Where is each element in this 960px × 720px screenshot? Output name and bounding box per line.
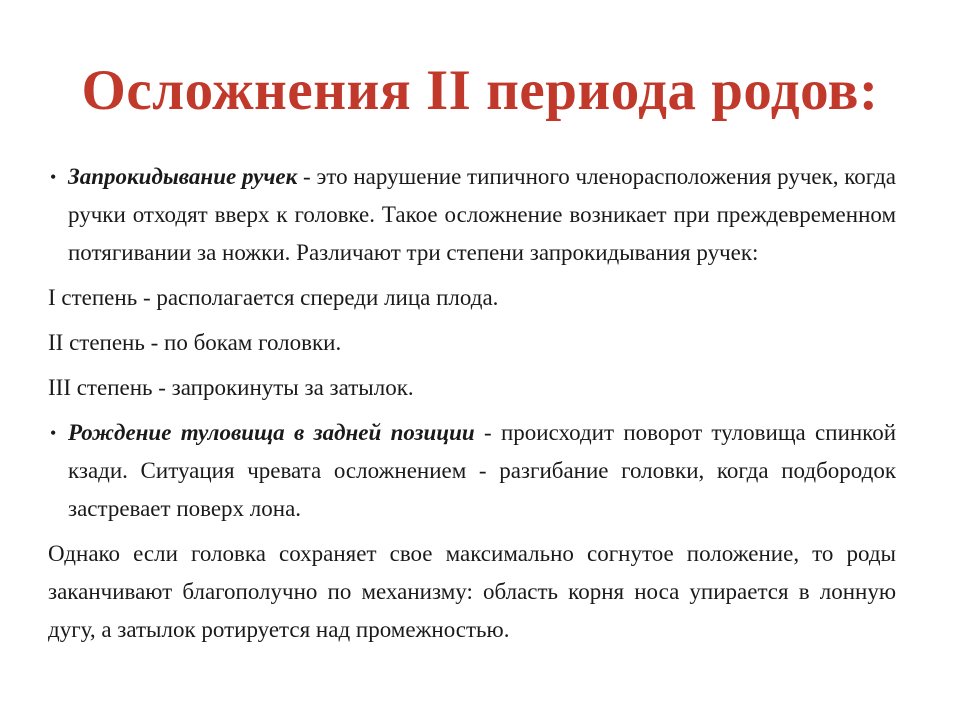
degree-3: III степень - запрокинуты за затылок.: [48, 375, 414, 400]
bullet-text: - это нарушение типичного членорасположения ручек, когда ручки отходят вверх к головке. Такое осложнение возникает при преждевременном потягивании за ножки. Различают три степени запрокидывания ручек:: [68, 164, 896, 265]
closing-paragraph: Однако если головка сохраняет свое максимально согнутое положение, то роды заканчивают благополучно по механизму: область корня носа упирается в лонную дугу, а затылок ротируется над промежностью.: [48, 541, 896, 642]
bullet-term: Запрокидывание ручек: [68, 164, 298, 189]
degree-2: II степень - по бокам головки.: [48, 330, 342, 355]
degree-1: I степень - располагается спереди лица плода.: [48, 285, 499, 310]
bullet-item-posterior-position: [48, 414, 896, 528]
bullet-dot-icon: •: [50, 167, 57, 187]
slide-title: Осложнения II периода родов:: [81, 59, 879, 122]
bullet-dot-icon: •: [50, 423, 57, 443]
slide-content: [48, 158, 896, 649]
bullet-item-arm-nuchal: [48, 158, 896, 272]
bullet-term: Рождение туловища в задней позиции: [68, 420, 475, 445]
bullet-text: - происходит поворот туловища спинкой кзади. Ситуация чревата осложнением - разгибание головки, когда подбородок застревает поверх лона.: [68, 420, 896, 521]
